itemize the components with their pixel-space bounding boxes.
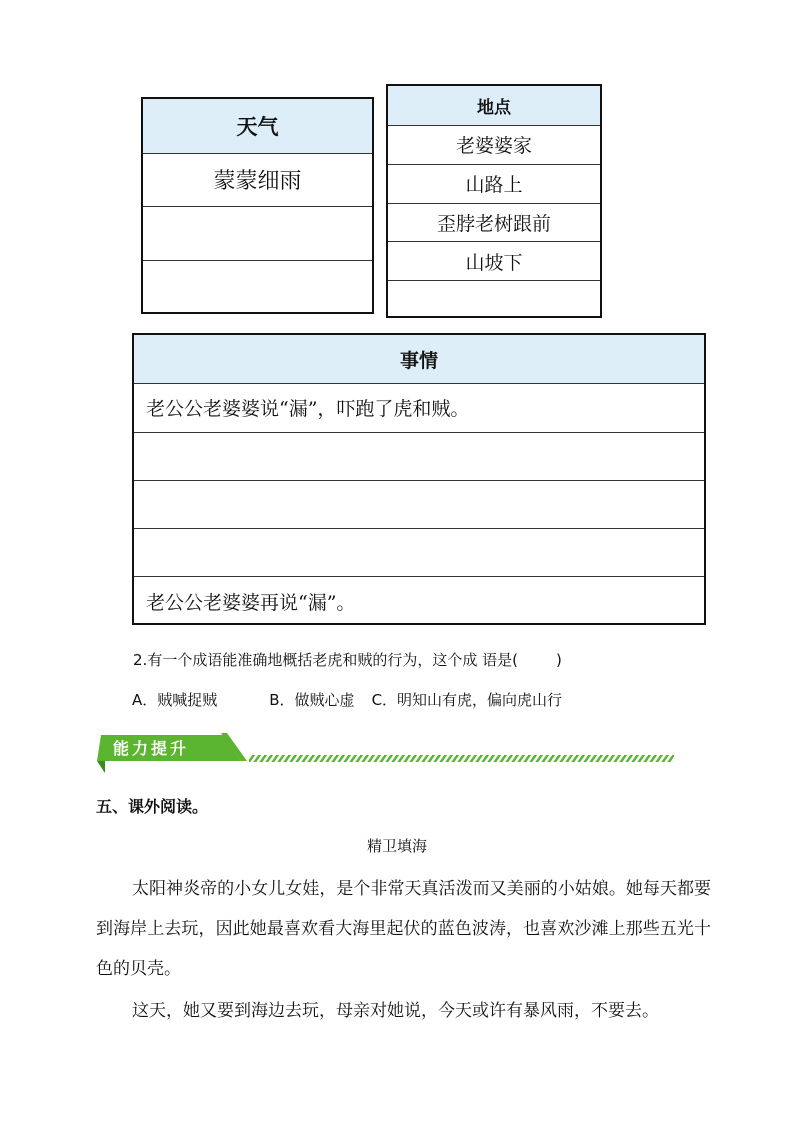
event-table	[132, 333, 706, 625]
option-a[interactable]: A．贼喊捉贼	[132, 691, 218, 709]
section-banner	[95, 731, 680, 773]
place-cell[interactable]: 山路上	[388, 164, 600, 203]
event-cell[interactable]: 老公公老婆婆说“漏”，吓跑了虎和贼。	[134, 383, 704, 431]
banner-hatch	[249, 755, 674, 762]
event-header: 事情	[134, 335, 704, 383]
event-cell[interactable]: 老公公老婆婆再说“漏”。	[134, 576, 704, 624]
place-cell[interactable]	[388, 280, 600, 319]
question-close-paren: )	[555, 651, 562, 669]
place-cell[interactable]: 山坡下	[388, 241, 600, 280]
place-header: 地点	[388, 86, 600, 125]
question-2	[133, 649, 562, 670]
place-cell[interactable]: 歪脖老树跟前	[388, 203, 600, 242]
option-b[interactable]: B．做贼心虚	[269, 691, 355, 709]
weather-cell[interactable]	[143, 260, 372, 314]
question-text: 有一个成语能准确地概括老虎和贼的行为，这个成 语是(	[147, 651, 518, 669]
weather-cell[interactable]: 蒙蒙细雨	[143, 153, 372, 207]
question-number: 2.	[133, 651, 148, 669]
banner-label: 能力提升	[113, 739, 190, 758]
banner-tail	[97, 761, 105, 773]
reading-title: 精卫填海	[366, 837, 427, 855]
place-table	[386, 84, 602, 318]
place-cell[interactable]: 老婆婆家	[388, 125, 600, 164]
reading-paragraph: 这天，她又要到海边去玩，母亲对她说，今天或许有暴风雨，不要去。	[132, 1001, 659, 1021]
weather-table	[141, 97, 374, 314]
reading-paragraph: 太阳神炎帝的小女儿女娃，是个非常天真活泼而又美丽的小姑娘。她每天都要到海岸上去玩，因此她最喜欢看大海里起伏的蓝色波涛，也喜欢沙滩上那些五光十色的贝壳。	[96, 879, 711, 979]
option-c[interactable]: C．明知山有虎，偏向虎山行	[371, 691, 563, 709]
event-cell[interactable]	[134, 432, 704, 480]
options-row	[132, 689, 562, 710]
event-cell[interactable]	[134, 480, 704, 528]
weather-header: 天气	[143, 99, 372, 153]
event-cell[interactable]	[134, 528, 704, 576]
section-heading: 五、课外阅读。	[96, 797, 209, 816]
weather-cell[interactable]	[143, 206, 372, 260]
